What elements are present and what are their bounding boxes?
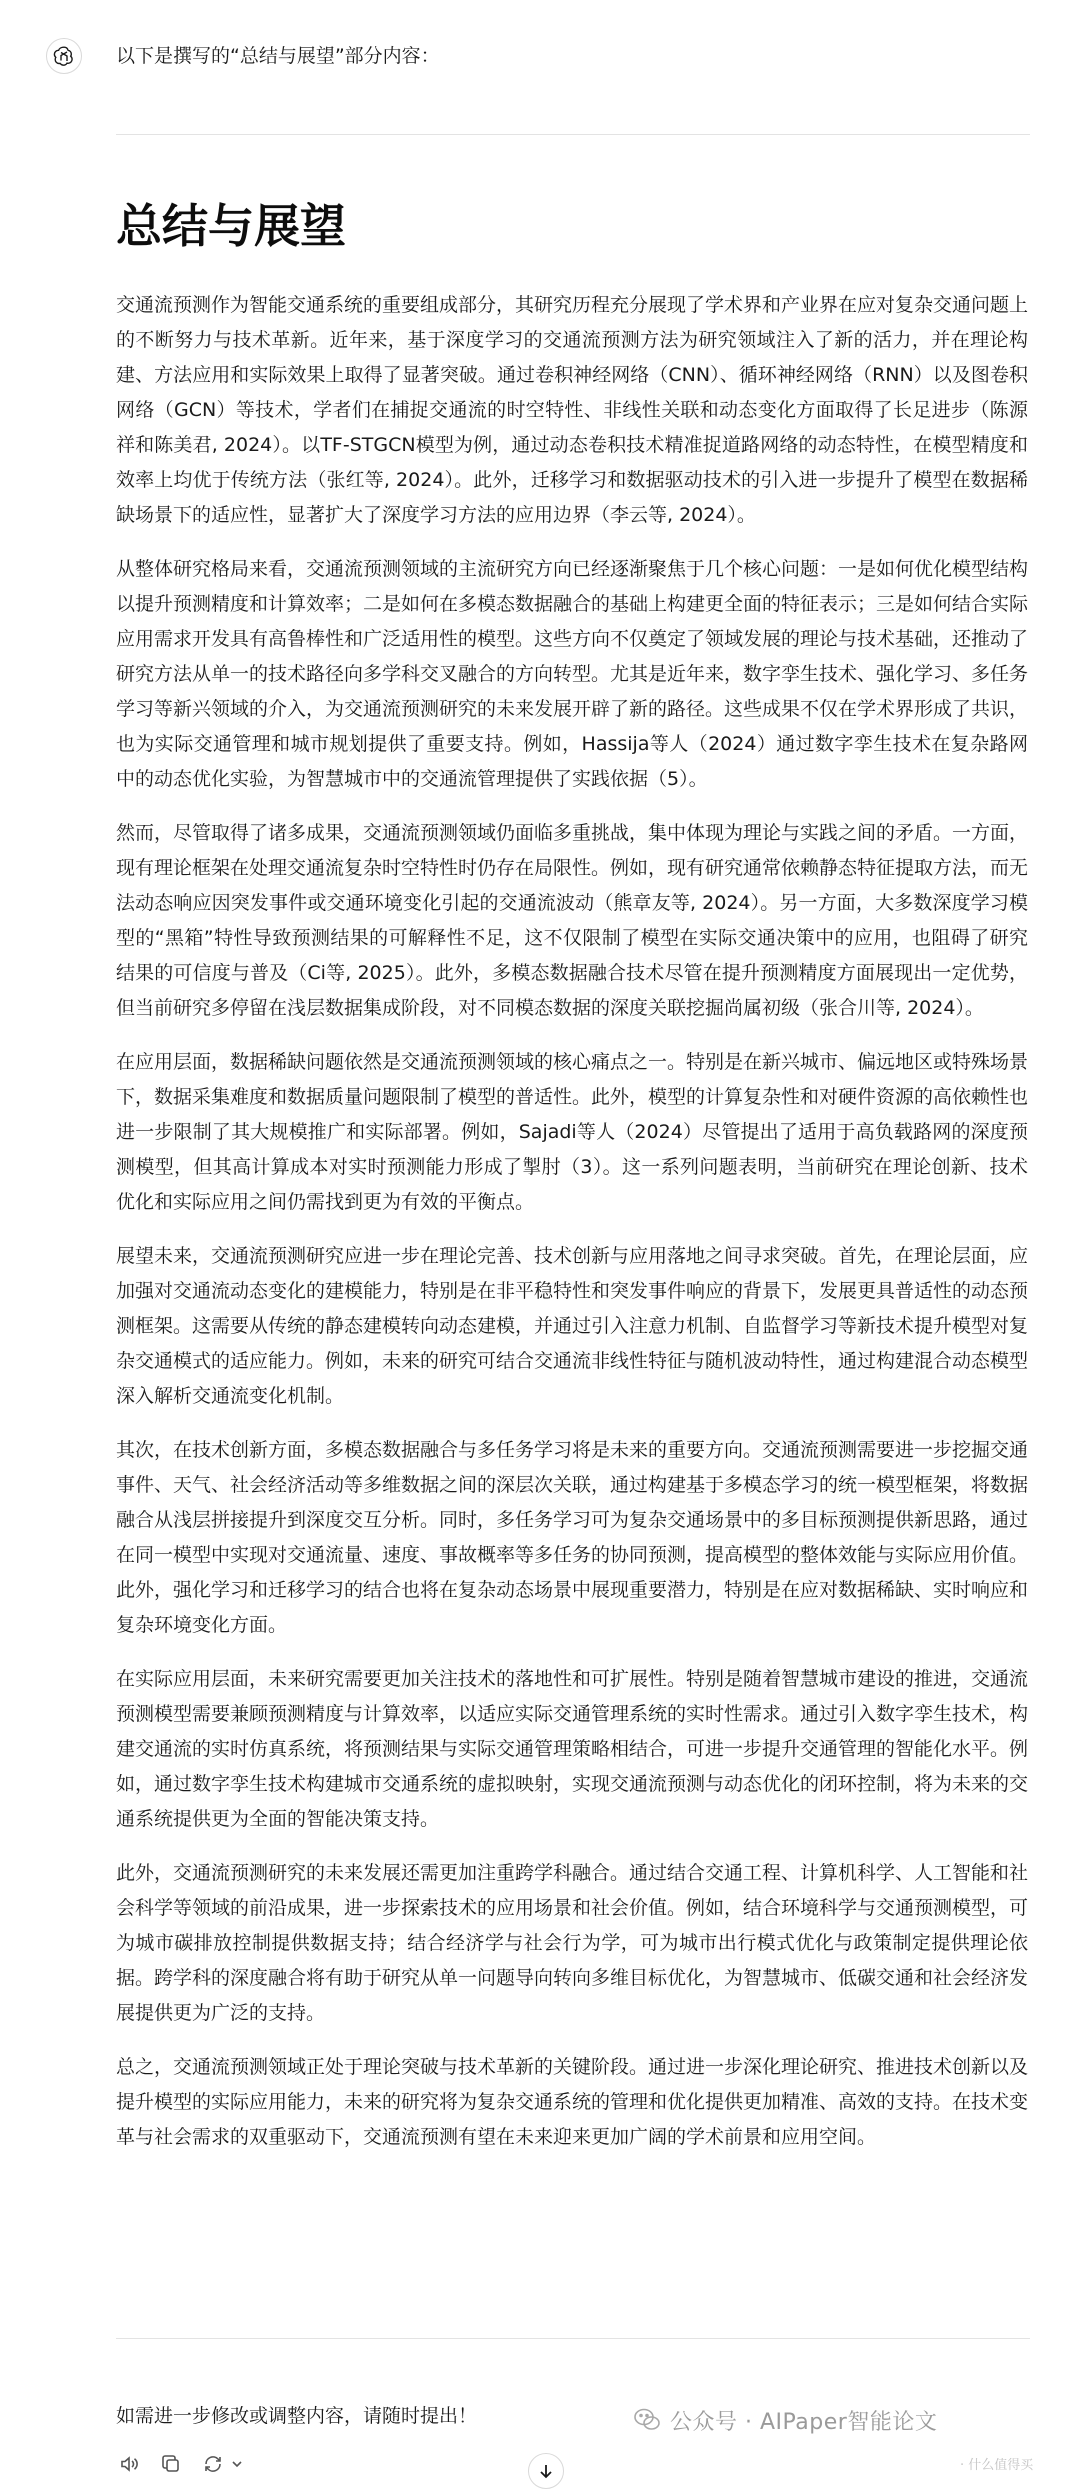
watermark-text: 公众号 · AIPaper智能论文 [670, 2409, 938, 2435]
divider-bottom [116, 2338, 1030, 2339]
scroll-to-bottom-button[interactable] [528, 2453, 564, 2489]
assistant-message-header [0, 30, 1080, 82]
regenerate-icon[interactable] [200, 2451, 226, 2477]
wechat-icon [632, 2405, 662, 2435]
paragraph: 交通流预测作为智能交通系统的重要组成部分，其研究历程充分展现了学术界和产业界在应对复杂交通问题上的不断努力与技术革新。近年来，基于深度学习的交通流预测方法为研究领域注入了新的活力，并在理论构建、方法应用和实际效果上取得了显著突破。通过卷积神经网络（CNN）、循环神经网络（RNN）以及图卷积网络（GCN）等技术，学者们在捕捉交通流的时空特性、非线性关联和动态变化方面取得了长足进步（陈源祥和陈美君, 2024）。以TF-STGCN模型为例，通过动态卷积技术精准捉道路网络的动态特性，在模型精度和效率上均优于传统方法（张红等, 2024）。此外，迁移学习和数据驱动技术的引入进一步提升了模型在数据稀缺场景下的适应性，显著扩大了深度学习方法的应用边界（李云等, 2024）。 [116, 294, 1029, 526]
article-title: 总结与展望 [116, 199, 346, 253]
paragraph: 从整体研究格局来看，交通流预测领域的主流研究方向已经逐渐聚焦于几个核心问题：一是如何优化模型结构以提升预测精度和计算效率；二是如何在多模态数据融合的基础上构建更全面的特征表示；三是如何结合实际应用需求开发具有高鲁棒性和广泛适用性的模型。这些方向不仅奠定了领域发展的理论与技术基础，还推动了研究方法从单一的技术路径向多学科交叉融合的方向转型。尤其是近年来，数字孪生技术、强化学习、多任务学习等新兴领域的介入，为交通流预测研究的未来发展开辟了新的路径。这些成果不仅在学术界形成了共识，也为实际交通管理和城市规划提供了重要支持。例如，Hassija等人（2024）通过数字孪生技术在复杂路网中的动态优化实验，为智慧城市中的交通流管理提供了实践依据（5）。 [116, 558, 1029, 790]
paragraph: 在应用层面，数据稀缺问题依然是交通流预测领域的核心痛点之一。特别是在新兴城市、偏远地区或特殊场景下，数据采集难度和数据质量问题限制了模型的普适性。此外，模型的计算复杂性和对硬件资源的高依赖性也进一步限制了其大规模推广和实际部署。例如，Sajadi等人（2024）尽管提出了适用于高负载路网的深度预测模型，但其高计算成本对实时预测能力形成了掣肘（3）。这一系列问题表明，当前研究在理论创新、技术优化和实际应用之间仍需找到更为有效的平衡点。 [116, 1051, 1029, 1213]
intro-text: 以下是撰写的“总结与展望”部分内容： [116, 45, 440, 67]
chatgpt-logo-icon [46, 38, 82, 74]
closing-text: 如需进一步修改或调整内容，请随时提出！ [116, 2405, 478, 2427]
chevron-down-icon[interactable] [230, 2451, 244, 2477]
speaker-icon[interactable] [116, 2451, 142, 2477]
smzdm-watermark: · 什么值得买 [960, 2458, 1034, 2473]
paragraph: 在实际应用层面，未来研究需要更加关注技术的落地性和可扩展性。特别是随着智慧城市建设的推进，交通流预测模型需要兼顾预测精度与计算效率，以适应实际交通管理系统的实时性需求。通过引入数字孪生技术，构建交通流的实时仿真系统，将预测结果与实际交通管理策略相结合，可进一步提升交通管理的智能化水平。例如，通过数字孪生技术构建城市交通系统的虚拟映射，实现交通流预测与动态优化的闭环控制，将为未来的交通系统提供更为全面的智能决策支持。 [116, 1668, 1029, 1830]
paragraph: 此外，交通流预测研究的未来发展还需更加注重跨学科融合。通过结合交通工程、计算机科学、人工智能和社会科学等领域的前沿成果，进一步探索技术的应用场景和社会价值。例如，结合环境科学与交通预测模型，可为城市碳排放控制提供数据支持；结合经济学与社会行为学，可为城市出行模式优化与政策制定提供理论依据。跨学科的深度融合将有助于研究从单一问题导向转向多维目标优化，为智慧城市、低碳交通和社会经济发展提供更为广泛的支持。 [116, 1862, 1029, 2024]
paragraph: 然而，尽管取得了诸多成果，交通流预测领域仍面临多重挑战，集中体现为理论与实践之间的矛盾。一方面，现有理论框架在处理交通流复杂时空特性时仍存在局限性。例如，现有研究通常依赖静态特征提取方法，而无法动态响应因突发事件或交通环境变化引起的交通流波动（熊章友等, 2024）。另一方面，大多数深度学习模型的“黑箱”特性导致预测结果的可解释性不足，这不仅限制了模型在实际交通决策中的应用，也阻碍了研究结果的可信度与普及（Ci等, 2025）。此外，多模态数据融合技术尽管在提升预测精度方面展现出一定优势，但当前研究多停留在浅层数据集成阶段，对不同模态数据的深度关联挖掘尚属初级（张合川等, 2024）。 [116, 822, 1029, 1019]
divider-top [116, 134, 1030, 135]
paragraph: 其次，在技术创新方面，多模态数据融合与多任务学习将是未来的重要方向。交通流预测需要进一步挖掘交通事件、天气、社会经济活动等多维数据之间的深层次关联，通过构建基于多模态学习的统一模型框架，将数据融合从浅层拼接提升到深度交互分析。同时，多任务学习可为复杂交通场景中的多目标预测提供新思路，通过在同一模型中实现对交通流量、速度、事故概率等多任务的协同预测，提高模型的整体效能与实际应用价值。此外，强化学习和迁移学习的结合也将在复杂动态场景中展现重要潜力，特别是在应对数据稀缺、实时响应和复杂环境变化方面。 [116, 1439, 1029, 1636]
message-actions [116, 2450, 244, 2478]
article-body [116, 288, 1028, 2174]
copy-icon[interactable] [158, 2451, 184, 2477]
paragraph: 总之，交通流预测领域正处于理论突破与技术革新的关键阶段。通过进一步深化理论研究、推进技术创新以及提升模型的实际应用能力，未来的研究将为复杂交通系统的管理和优化提供更加精准、高效的支持。在技术变革与社会需求的双重驱动下，交通流预测有望在未来迎来更加广阔的学术前景和应用空间。 [116, 2056, 1029, 2148]
paragraph: 展望未来，交通流预测研究应进一步在理论完善、技术创新与应用落地之间寻求突破。首先，在理论层面，应加强对交通流动态变化的建模能力，特别是在非平稳特性和突发事件响应的背景下，发展更具普适性的动态预测框架。这需要从传统的静态建模转向动态建模，并通过引入注意力机制、自监督学习等新技术提升模型对复杂交通模式的适应能力。例如，未来的研究可结合交通流非线性特征与随机波动特性，通过构建混合动态模型深入解析交通流变化机制。 [116, 1245, 1029, 1407]
wechat-watermark [632, 2402, 937, 2438]
